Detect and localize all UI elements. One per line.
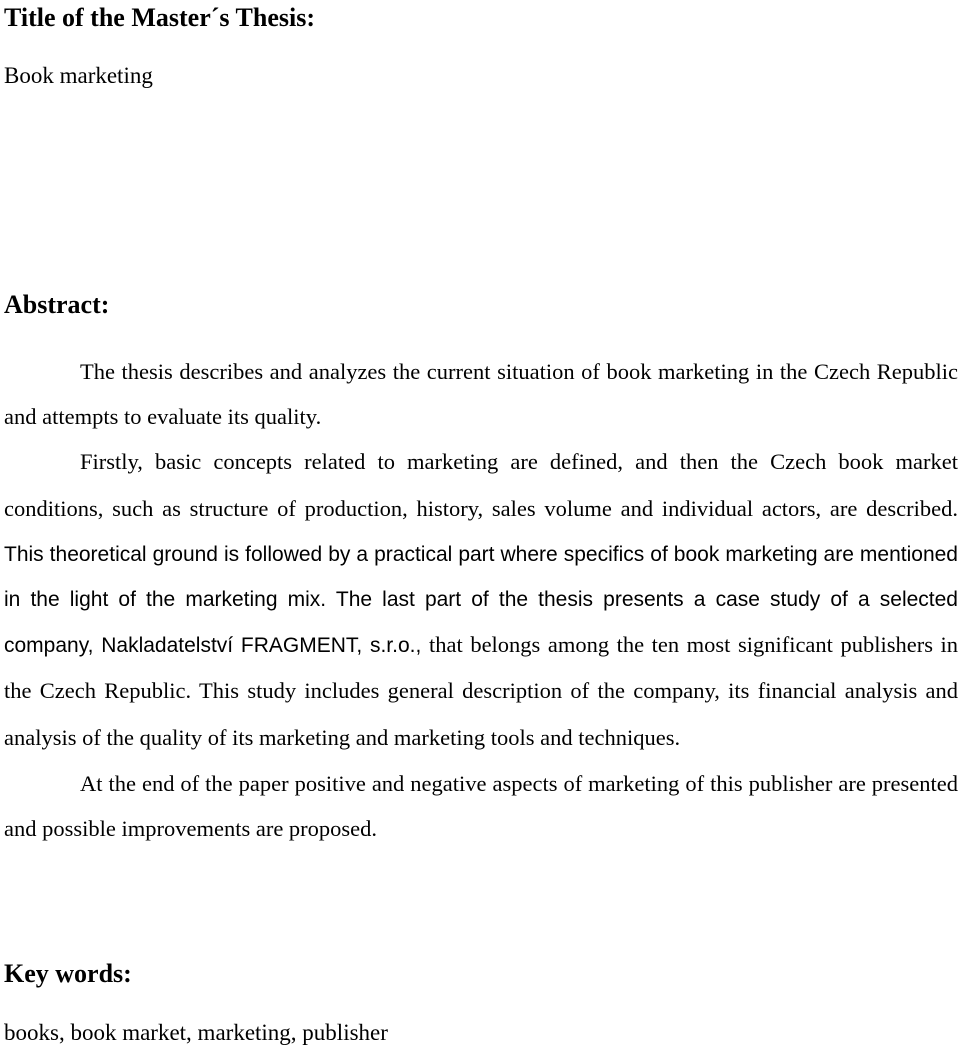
keywords-heading: Key words: xyxy=(4,959,132,988)
abstract-paragraph-main xyxy=(4,439,958,760)
abstract-sentence-intro: The thesis describes and analyzes the current situation of book marketing in the Czech Republic and attempts to evaluate its quality. xyxy=(4,359,958,430)
abstract-paragraph-conclusion xyxy=(4,761,958,851)
keywords-value: books, book market, marketing, publisher xyxy=(4,1020,388,1045)
abstract-body xyxy=(4,349,958,851)
abstract-sentence-case-study: that belongs among the ten most significant publishers in the Czech Republic. This study includes general description of the company, its financial analysis and analysis of the quality of its marketing and marketing tools and techniques. xyxy=(4,632,958,750)
abstract-sentence-concepts: Firstly, basic concepts related to marketing are defined, and then the Czech book market conditions, such as structure of production, history, sales volume and individual actors, are described. xyxy=(4,449,958,521)
abstract-paragraph-intro xyxy=(4,349,958,439)
thesis-title-heading: Title of the Master´s Thesis: xyxy=(4,3,315,32)
abstract-sentence-conclusion: At the end of the paper positive and negative aspects of marketing of this publisher are presented and possible improvements are proposed. xyxy=(4,770,958,842)
thesis-title-value: Book marketing xyxy=(4,63,153,88)
abstract-heading: Abstract: xyxy=(4,290,110,319)
abstract-sentence-practical: This theoretical ground is followed by a practical part where specifics of book marketing are mentioned in the light of the marketing mix. The last part of the thesis presents a case study of a selected company, Nakladatelství FRAGMENT, s.r.o., xyxy=(4,542,958,658)
